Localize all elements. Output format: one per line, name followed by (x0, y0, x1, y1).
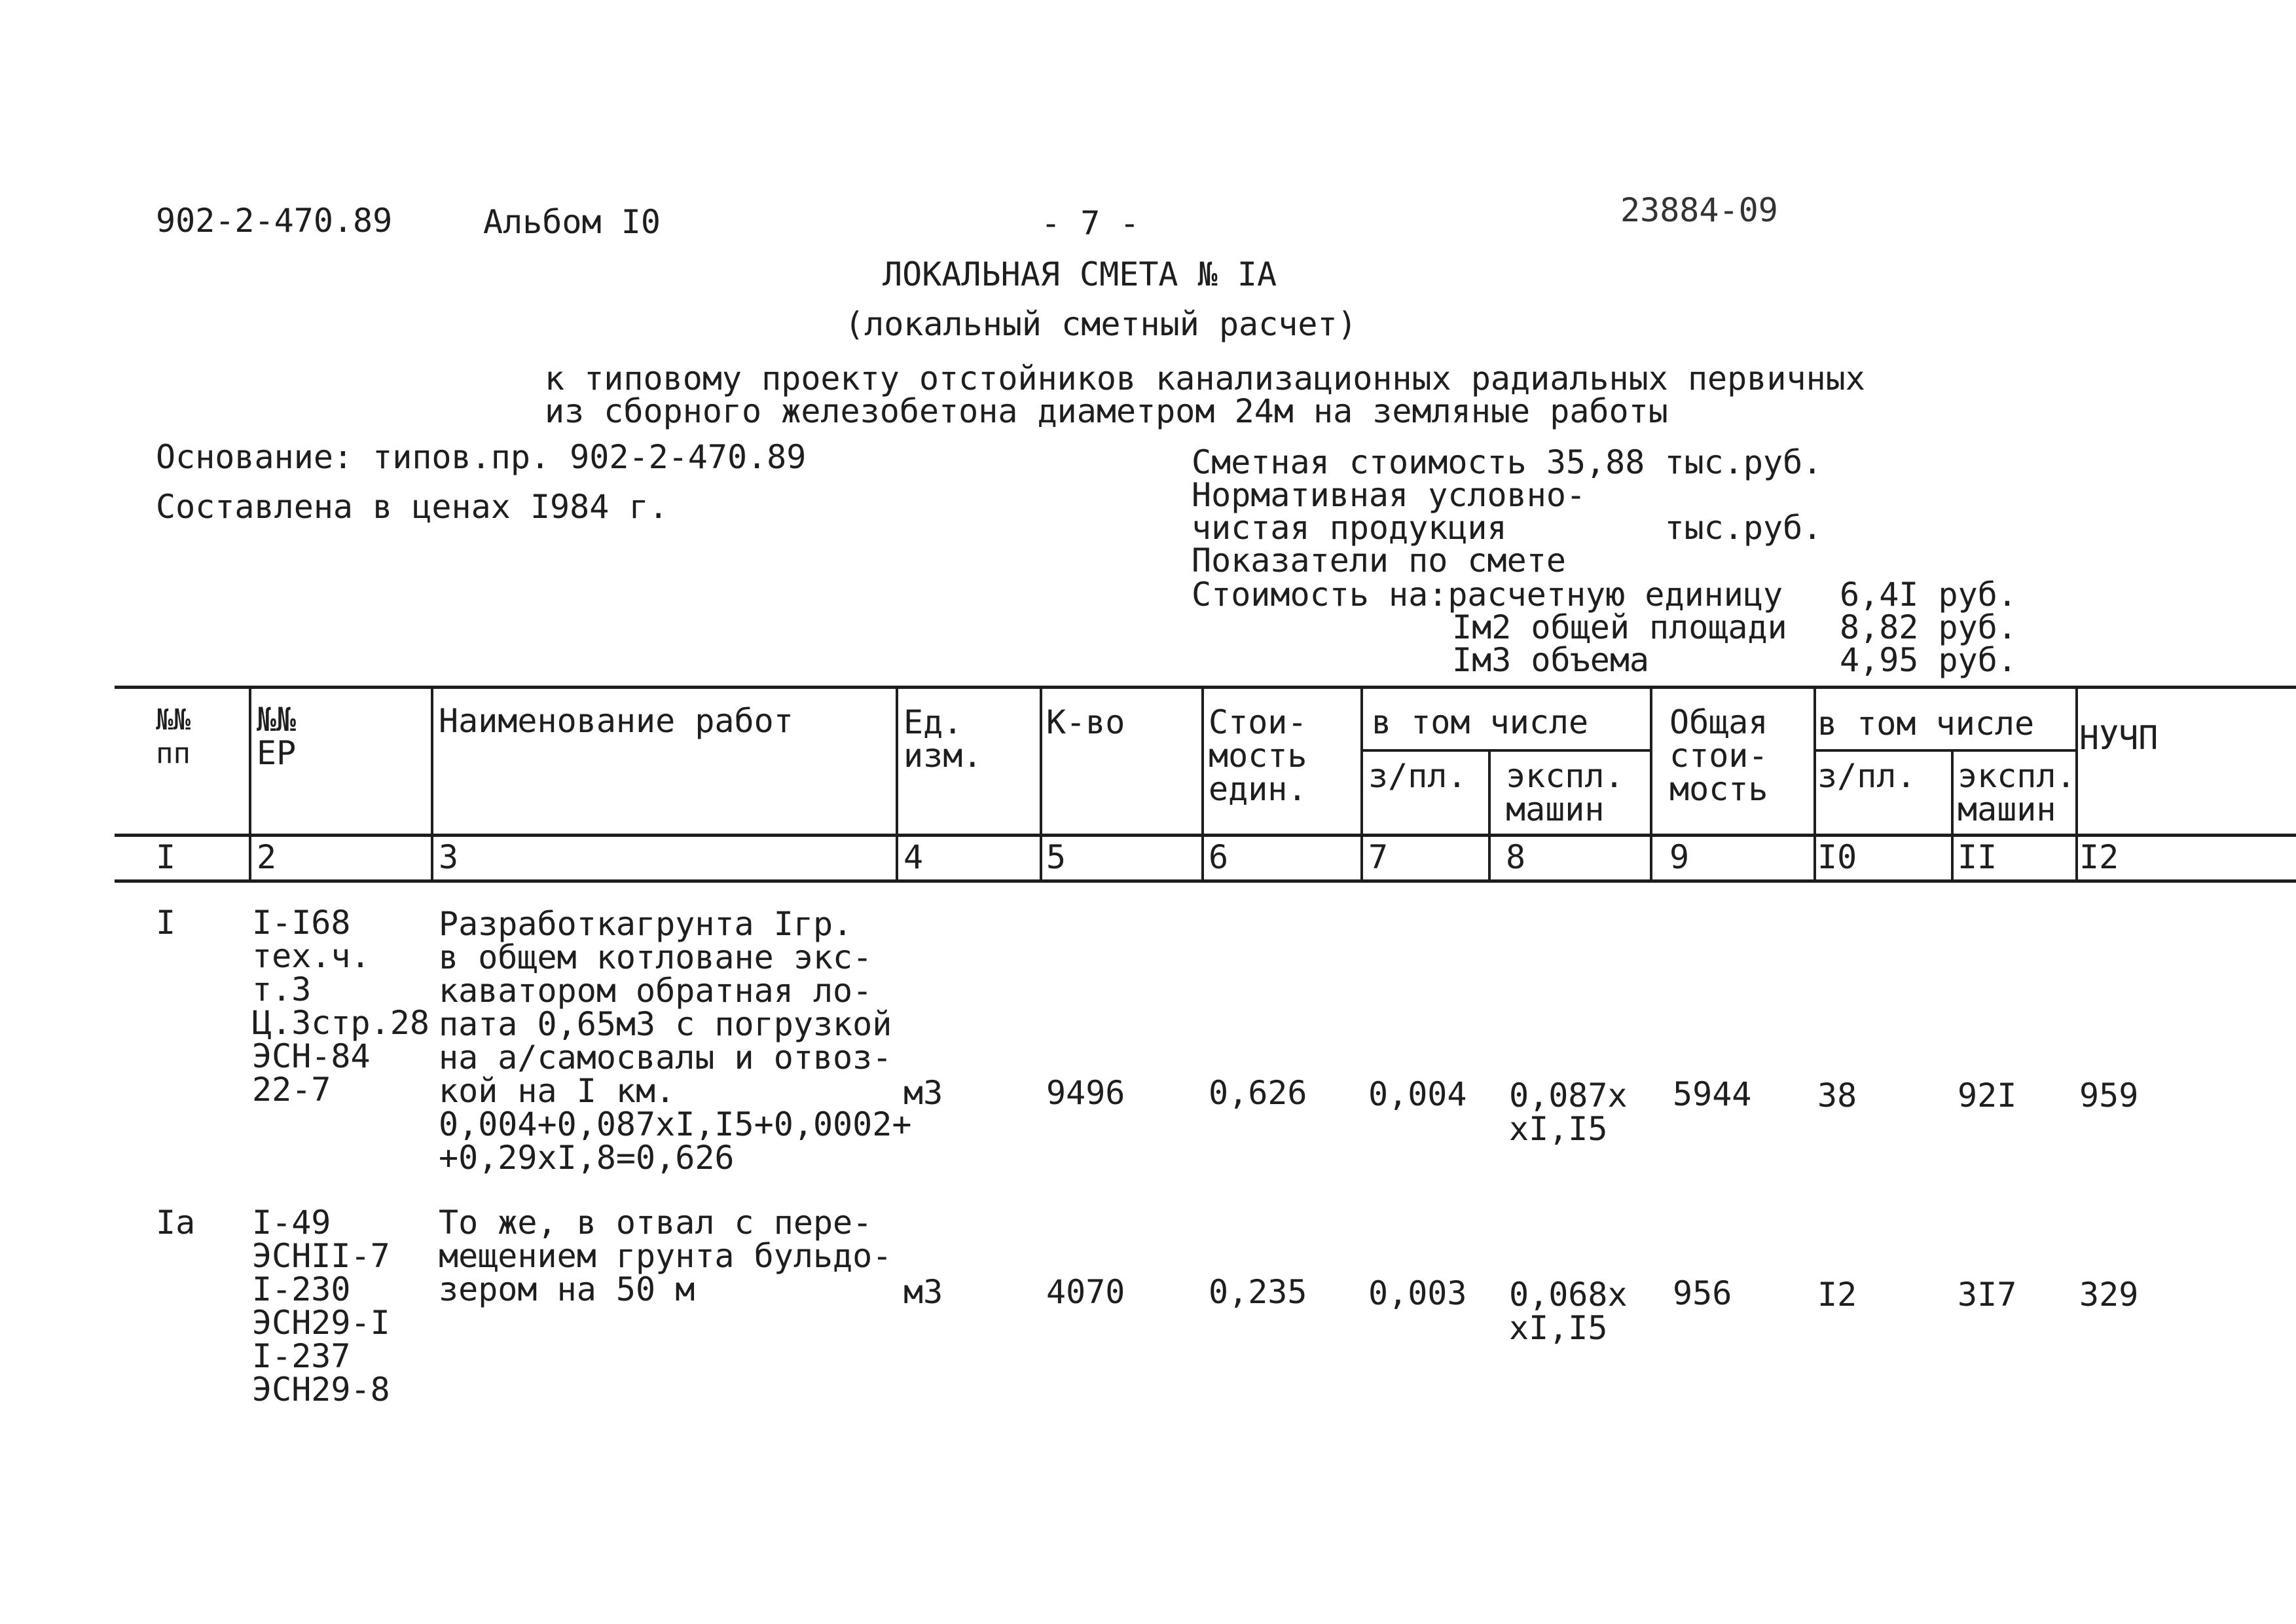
cost-per-area-label: Iм2 общей площади (1452, 608, 1787, 646)
colnum-12: I2 (2079, 838, 2119, 876)
col-divider-6 (1360, 686, 1363, 881)
group-divider-2 (1813, 749, 2075, 752)
cost-per-unit-label: Стоимость на:расчетную единицу (1192, 576, 1783, 614)
basis-line: Основание: типов.пр. 902-2-470.89 (156, 438, 807, 476)
col-divider-7 (1488, 750, 1491, 881)
row-quantity: 4070 (1046, 1273, 1125, 1311)
header-total-wage: з/пл. (1817, 757, 1916, 795)
row-total-wage: 38 (1817, 1077, 1857, 1115)
description-line-1: к типовому проекту отстойников канализационных радиальных первичных (545, 360, 1865, 397)
row-wage: 0,004 (1368, 1075, 1467, 1113)
colnum-3: 3 (439, 838, 459, 876)
indicators-heading: Показатели по смете (1192, 542, 1566, 580)
row-wage: 0,003 (1368, 1274, 1467, 1312)
colnum-9: 9 (1669, 838, 1690, 876)
prices-line: Составлена в ценах I984 г. (156, 488, 668, 526)
row-work-name: Разработкагрунта Iгр. в общем котловане экс- каватором обратная ло- пата 0,65м3 с погрузкой на а/самосвалы и отвоз- кой на I км. 0,004+0,087хI,I5+0,0002+ +0,29хI,8=0,626 (439, 905, 912, 1177)
col-divider-1 (249, 686, 251, 881)
header-total-cost: Общая стои- мость (1669, 703, 1768, 808)
row-unit: м3 (903, 1273, 943, 1311)
colnum-8: 8 (1506, 838, 1526, 876)
row-unit: м3 (903, 1074, 943, 1112)
row-total-machines: 3I7 (1958, 1276, 2017, 1314)
header-group-incl-2: в том числе (1817, 705, 2035, 743)
header-nuchp: НУЧП (2079, 719, 2159, 757)
group-divider-1 (1360, 749, 1652, 752)
row-machines: 0,087х хI,I5 (1509, 1077, 1628, 1148)
cost-per-volume-value: 4,95 руб. (1840, 641, 2017, 679)
colnum-5: 5 (1046, 838, 1066, 876)
document-subtitle: (локальный сметный расчет) (845, 305, 1357, 343)
album-label: Альбом I0 (483, 203, 661, 241)
row-er-code: I-49 ЭСНII-7 I-230 ЭСН29-I I-237 ЭСН29-8 (252, 1204, 390, 1409)
col-divider-10 (1951, 750, 1954, 881)
header-item-number: №№ пп (156, 703, 191, 770)
numbers-bottom-line (115, 879, 2296, 883)
header-er-number: №№ ЕР (257, 701, 297, 772)
table-top-line (115, 686, 2296, 689)
header-total-machines: экспл. машин (1958, 757, 2076, 828)
normative-product-value: чистая продукция тыс.руб. (1192, 509, 1823, 547)
normative-product-label: Нормативная условно- (1192, 476, 1586, 514)
row-nuchp: 329 (2079, 1276, 2139, 1314)
estimated-cost: Сметная стоимость 35,88 тыс.руб. (1192, 443, 1823, 481)
header-bottom-line (115, 834, 2296, 837)
row-nuchp: 959 (2079, 1077, 2139, 1115)
row-total-machines: 92I (1958, 1077, 2017, 1115)
row-total-cost: 956 (1673, 1274, 1732, 1312)
header-machines: экспл. машин (1506, 757, 1624, 828)
colnum-4: 4 (903, 838, 924, 876)
row-er-code: I-I68 тех.ч. т.3 Ц.3стр.28 ЭСН-84 22-7 (252, 904, 429, 1109)
row-work-name: То же, в отвал с пере- мещением грунта бульдо- зером на 50 м (439, 1204, 892, 1308)
col-divider-9 (1813, 686, 1816, 881)
row-unit-cost: 0,626 (1209, 1074, 1307, 1112)
page-number: - 7 - (1041, 204, 1140, 242)
doc-code: 902-2-470.89 (156, 202, 393, 240)
col-divider-8 (1650, 686, 1652, 881)
cost-per-volume-label: Iм3 объема (1452, 641, 1650, 679)
col-divider-2 (431, 686, 433, 881)
header-work-name: Наименование работ (439, 702, 793, 740)
cost-per-unit-value: 6,4I руб. (1840, 576, 2017, 614)
row-number: I (156, 904, 176, 942)
description-line-2: из сборного железобетона диаметром 24м на земляные работы (545, 392, 1668, 430)
row-number: Iа (156, 1204, 196, 1242)
colnum-6: 6 (1209, 838, 1229, 876)
cost-per-area-value: 8,82 руб. (1840, 608, 2017, 646)
colnum-1: I (156, 838, 176, 876)
colnum-11: II (1958, 838, 1997, 876)
header-wage: з/пл. (1368, 757, 1467, 795)
header-group-incl-1: в том числе (1372, 703, 1589, 741)
header-unit: Ед. изм. (903, 703, 983, 775)
row-total-cost: 5944 (1673, 1075, 1752, 1113)
row-total-wage: I2 (1817, 1276, 1857, 1314)
colnum-7: 7 (1368, 838, 1389, 876)
colnum-2: 2 (257, 838, 277, 876)
col-divider-3 (896, 686, 898, 881)
col-divider-4 (1040, 686, 1042, 881)
document-title: ЛОКАЛЬНАЯ СМЕТА № IА (883, 255, 1277, 293)
header-quantity: К-во (1046, 703, 1125, 741)
row-unit-cost: 0,235 (1209, 1273, 1307, 1311)
colnum-10: I0 (1817, 838, 1857, 876)
archive-stamp: 23884-09 (1620, 191, 1778, 229)
col-divider-5 (1201, 686, 1204, 881)
row-machines: 0,068х хI,I5 (1509, 1276, 1628, 1347)
header-unit-cost: Стои- мость един. (1209, 703, 1307, 808)
row-quantity: 9496 (1046, 1074, 1125, 1112)
